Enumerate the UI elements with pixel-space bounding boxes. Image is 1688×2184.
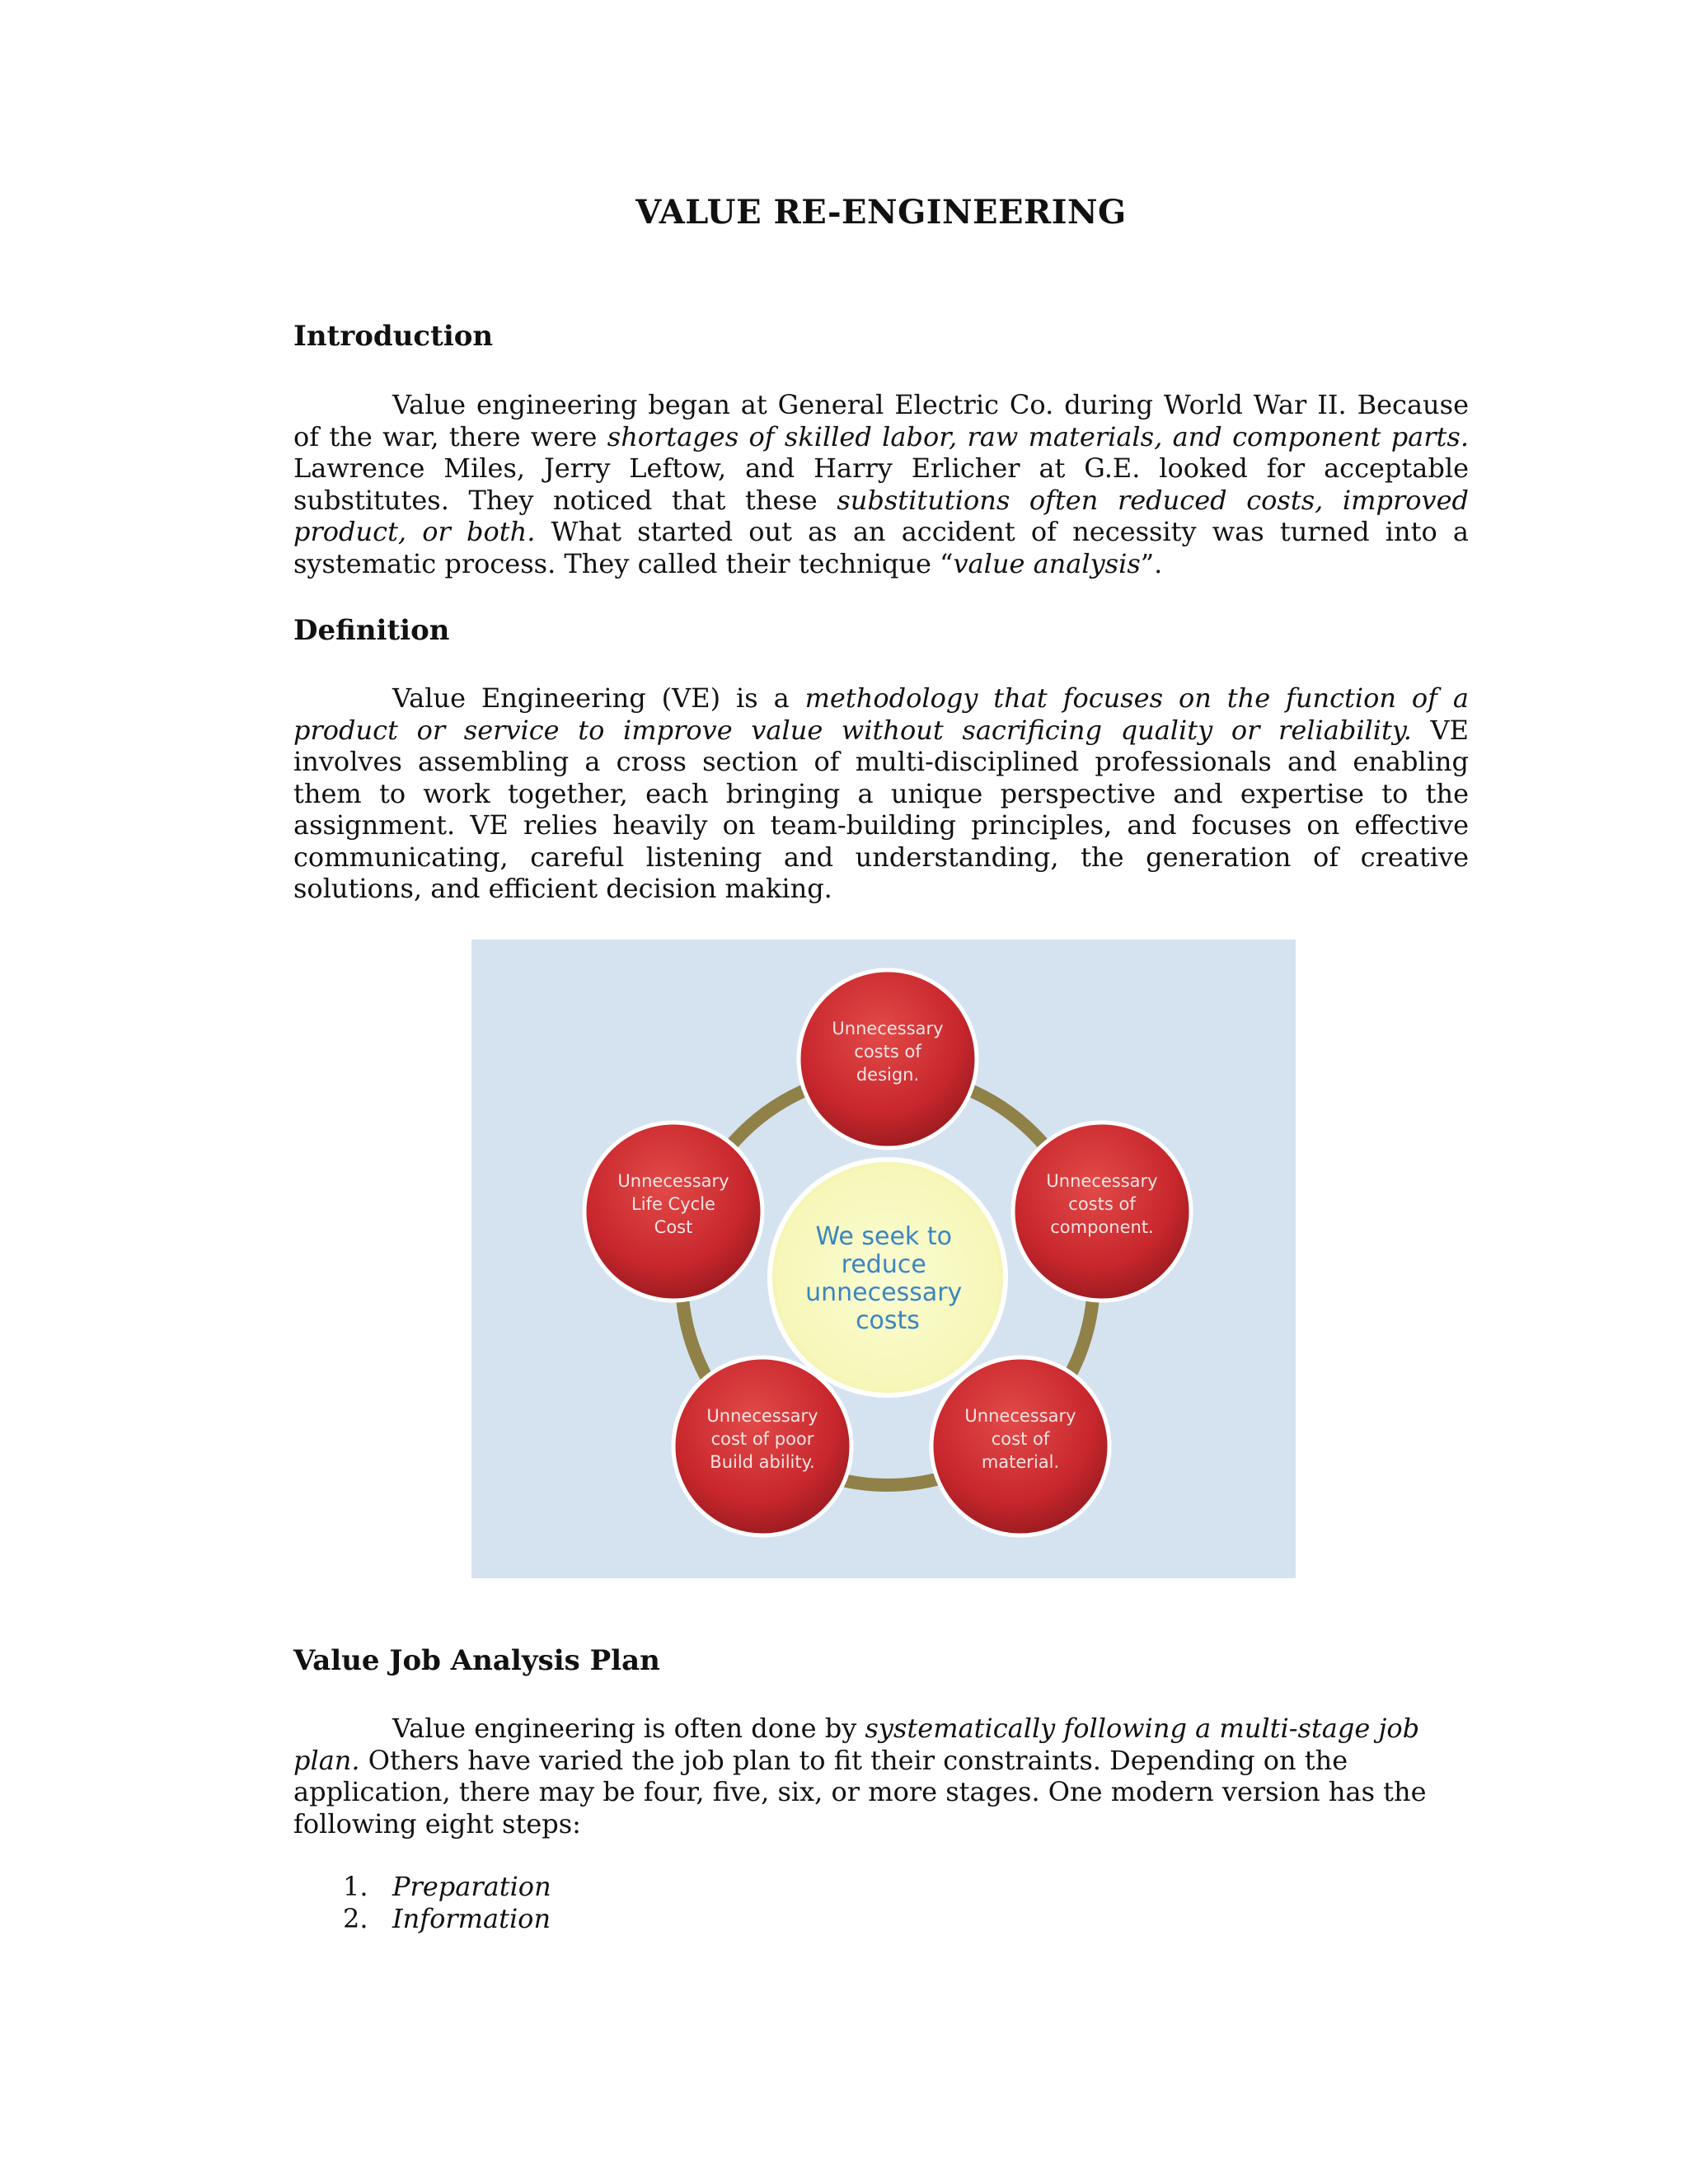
diagram-node-line: Cost	[654, 1217, 693, 1237]
diagram-node-line: costs of	[854, 1042, 921, 1062]
diagram-node-line: Unnecessary	[617, 1171, 729, 1191]
diagram-node-line: material.	[981, 1452, 1060, 1472]
diagram-node-line: Unnecessary	[706, 1406, 818, 1426]
diagram-node-line: component.	[1050, 1217, 1154, 1237]
diagram-node	[1013, 1122, 1191, 1301]
diagram-center-line: We seek to	[815, 1222, 952, 1251]
diagram-node-line: Life Cycle	[631, 1194, 715, 1214]
introduction-paragraph: Value engineering began at General Electric Co. during World War II. Because of the war, there were shortages of skilled labor, raw materials, and component parts. Lawrence Miles, Jerry Leftow, and Harry Erlicher at G.E. looked for acceptable substitutes. They noticed that these substitutions often reduced costs, improved product, or both. What started out as an accident of necessity was turned into a systematic process. They called their technique “value analysis”.	[293, 389, 1470, 579]
diagram-node-line: Unnecessary	[832, 1019, 944, 1038]
definition-paragraph: Value Engineering (VE) is a methodology that focuses on the function of a product or service to improve value without sacrificing quality or reliability. VE involves assembling a cross section of multi-disciplined professionals and enabling them to work together, each bringing a unique perspective and expertise to the assignment. VE relies heavily on team-building principles, and focuses on effective communicating, careful listening and understanding, the generation of creative solutions, and efficient decision making.	[293, 682, 1470, 904]
job-plan-step: 1. Preparation	[343, 1871, 551, 1902]
diagram-center-line: costs	[856, 1306, 920, 1335]
cost-reduction-diagram-svg	[471, 940, 1296, 1578]
diagram-node-line: design.	[856, 1065, 920, 1085]
diagram-node-line: cost of poor	[710, 1429, 814, 1449]
job-plan-heading: Value Job Analysis Plan	[293, 1644, 660, 1677]
diagram-node-line: costs of	[1068, 1194, 1136, 1214]
diagram-node-line: Build ability.	[710, 1452, 815, 1472]
diagram-center-line: reduce	[841, 1250, 926, 1279]
diagram-node-line: cost of	[991, 1429, 1050, 1449]
diagram-node	[799, 970, 977, 1148]
diagram-node	[673, 1357, 851, 1535]
introduction-heading: Introduction	[293, 320, 494, 353]
job-plan-step: 2. Information	[343, 1902, 551, 1934]
diagram-node-line: Unnecessary	[1046, 1171, 1158, 1191]
cost-reduction-diagram	[471, 940, 1296, 1578]
diagram-node	[584, 1122, 762, 1301]
diagram-node-label	[706, 1406, 818, 1472]
diagram-node	[931, 1357, 1109, 1535]
job-plan-steps-list	[343, 1871, 551, 1934]
diagram-node-line: Unnecessary	[964, 1406, 1076, 1426]
diagram-center-line: unnecessary	[805, 1278, 963, 1307]
definition-heading: Definition	[293, 614, 450, 647]
page-title: VALUE RE-ENGINEERING	[635, 193, 1127, 232]
job-plan-paragraph: Value engineering is often done by systematically following a multi-stage job plan. Others have varied the job plan to fit their constraints. Depending on the application, there may be four, five, six, or more stages. One modern version has the following eight steps:	[293, 1713, 1427, 1840]
